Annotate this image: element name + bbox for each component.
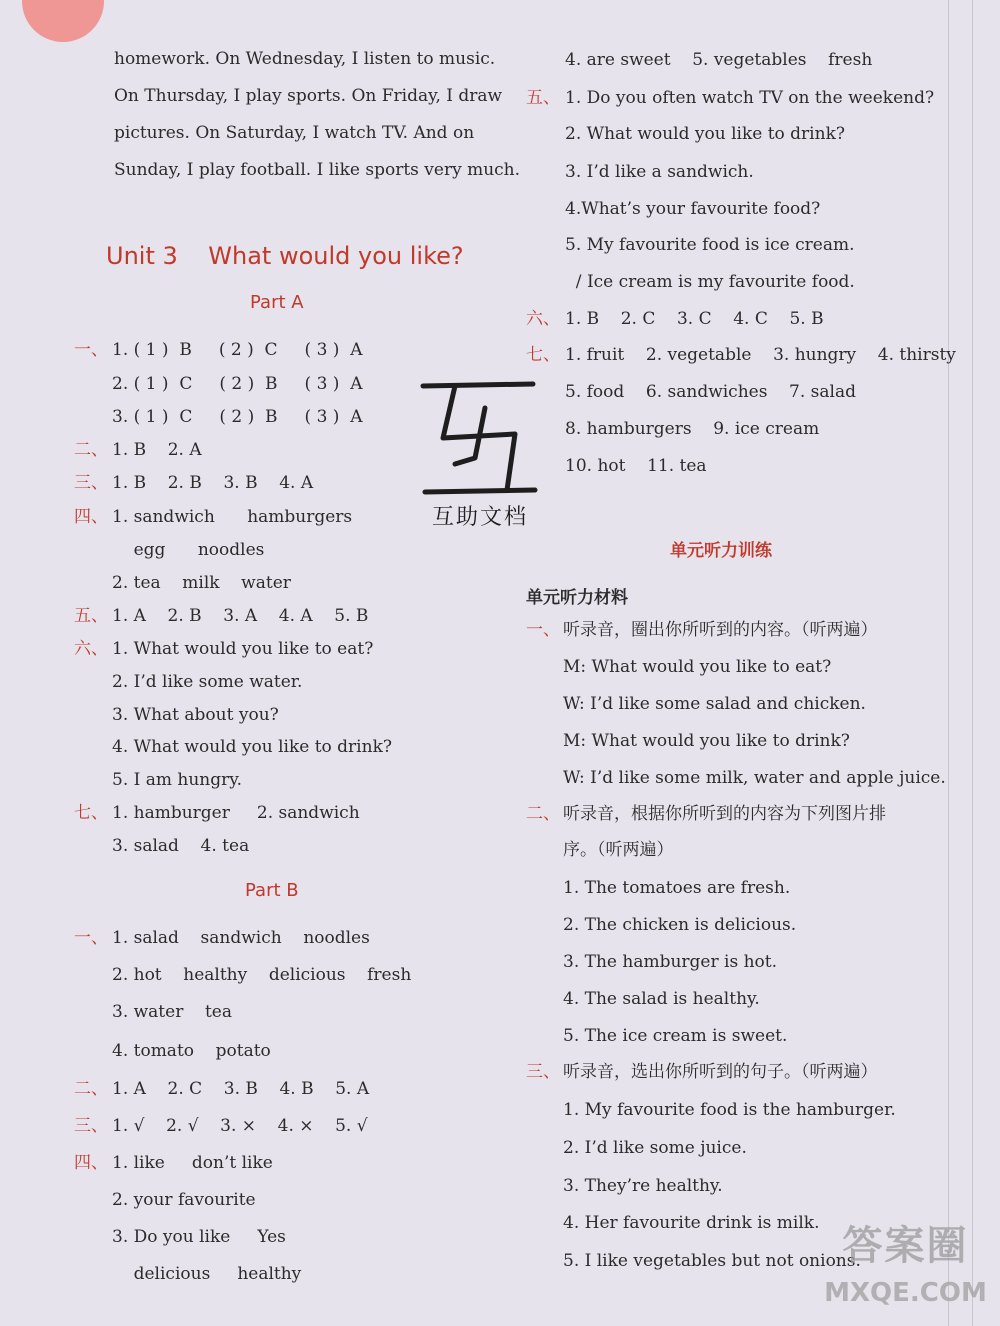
answer-line: 8. hamburgers 9. ice cream bbox=[565, 419, 820, 439]
answer-line: 3. water tea bbox=[112, 1002, 232, 1022]
listening-line: 3. The hamburger is hot. bbox=[563, 952, 777, 972]
listening-line: 5. I like vegetables but not onions. bbox=[563, 1251, 861, 1271]
listening-line: 5. The ice cream is sweet. bbox=[563, 1026, 788, 1046]
answer-line: delicious healthy bbox=[112, 1264, 302, 1284]
listening-line: 1. My favourite food is the hamburger. bbox=[563, 1100, 896, 1120]
listening-section-title: 单元听力训练 bbox=[670, 541, 772, 561]
stamp-label: 互助文档 bbox=[431, 505, 528, 530]
answer-line: 2. I’d like some water. bbox=[112, 672, 303, 692]
answer-line: 1. A 2. B 3. A 4. A 5. B bbox=[112, 606, 369, 626]
logo-stamp bbox=[415, 378, 545, 528]
answer-line: 10. hot 11. tea bbox=[565, 456, 707, 476]
section-number: 一、 bbox=[74, 928, 108, 948]
answer-line: 1. B 2. C 3. C 4. C 5. B bbox=[565, 309, 824, 329]
answer-line: 4. are sweet 5. vegetables fresh bbox=[565, 50, 873, 70]
answer-line: 1. A 2. C 3. B 4. B 5. A bbox=[112, 1079, 370, 1099]
listening-line: 4. Her favourite drink is milk. bbox=[563, 1213, 820, 1233]
answer-line: 1. like don’t like bbox=[112, 1153, 273, 1173]
intro-line: On Thursday, I play sports. On Friday, I draw bbox=[114, 86, 503, 106]
answer-line: 2. your favourite bbox=[112, 1190, 256, 1210]
intro-line: pictures. On Saturday, I watch TV. And on bbox=[114, 123, 475, 143]
listening-line: W: I’d like some salad and chicken. bbox=[563, 694, 866, 714]
section-number: 七、 bbox=[74, 803, 108, 823]
answer-line: 2. What would you like to drink? bbox=[565, 124, 845, 144]
answer-line: 3. I’d like a sandwich. bbox=[565, 162, 754, 182]
section-number: 四、 bbox=[74, 1153, 108, 1173]
answer-line: / Ice cream is my favourite food. bbox=[565, 272, 855, 292]
watermark-cn: 答案圈 bbox=[842, 1223, 969, 1269]
watermark-url: MXQE.COM bbox=[824, 1278, 987, 1308]
unit-title: Unit 3 What would you like? bbox=[106, 242, 464, 270]
listening-line: 3. They’re healthy. bbox=[563, 1176, 723, 1196]
answer-line: 1. salad sandwich noodles bbox=[112, 928, 370, 948]
listening-line: 4. The salad is healthy. bbox=[563, 989, 760, 1009]
answer-line: 4.What’s your favourite food? bbox=[565, 199, 821, 219]
answer-line: 1. √ 2. √ 3. × 4. × 5. √ bbox=[112, 1116, 368, 1136]
listening-subtitle: 单元听力材料 bbox=[526, 588, 628, 608]
listening-line: 听录音，选出你所听到的句子。（听两遍） bbox=[563, 1062, 878, 1082]
answer-line: 1. hamburger 2. sandwich bbox=[112, 803, 360, 823]
answer-line: 2. hot healthy delicious fresh bbox=[112, 965, 412, 985]
answer-line: egg noodles bbox=[112, 540, 265, 560]
listening-line: M: What would you like to eat? bbox=[563, 657, 832, 677]
answer-line: 1. sandwich hamburgers bbox=[112, 507, 353, 527]
section-number: 四、 bbox=[74, 507, 108, 527]
site-watermark bbox=[818, 1214, 993, 1319]
answer-line: 5. I am hungry. bbox=[112, 770, 243, 790]
section-number: 六、 bbox=[526, 309, 560, 329]
answer-line: 1. B 2. B 3. B 4. A bbox=[112, 473, 314, 493]
answer-line: 3. ( 1 ) C ( 2 ) B ( 3 ) A bbox=[112, 407, 363, 427]
intro-line: homework. On Wednesday, I listen to music. bbox=[114, 49, 496, 69]
answer-line: 1. B 2. A bbox=[112, 440, 202, 460]
section-number: 二、 bbox=[526, 804, 560, 824]
answer-line: 5. food 6. sandwiches 7. salad bbox=[565, 382, 856, 402]
stamp-glyph-icon bbox=[415, 378, 545, 498]
section-number: 七、 bbox=[526, 345, 560, 365]
page-edge bbox=[972, 0, 973, 1326]
answer-line: 4. What would you like to drink? bbox=[112, 737, 392, 757]
answer-line: 3. What about you? bbox=[112, 705, 279, 725]
listening-line: 2. I’d like some juice. bbox=[563, 1138, 747, 1158]
part-b-title: Part B bbox=[245, 880, 299, 901]
answer-line: 1. ( 1 ) B ( 2 ) C ( 3 ) A bbox=[112, 340, 363, 360]
section-number: 一、 bbox=[74, 340, 108, 360]
section-number: 二、 bbox=[74, 1079, 108, 1099]
answer-line: 3. Do you like Yes bbox=[112, 1227, 286, 1247]
listening-line: 序。（听两遍） bbox=[563, 840, 674, 860]
listening-line: 听录音，圈出你所听到的内容。（听两遍） bbox=[563, 620, 878, 640]
answer-line: 1. fruit 2. vegetable 3. hungry 4. thirsty bbox=[565, 345, 956, 365]
section-number: 五、 bbox=[74, 606, 108, 626]
section-number: 六、 bbox=[74, 639, 108, 659]
section-number: 三、 bbox=[526, 1062, 560, 1082]
part-a-title: Part A bbox=[250, 292, 304, 313]
page-edge bbox=[948, 0, 949, 1326]
answer-line: 4. tomato potato bbox=[112, 1041, 271, 1061]
listening-line: 2. The chicken is delicious. bbox=[563, 915, 797, 935]
section-number: 二、 bbox=[74, 440, 108, 460]
answer-line: 2. ( 1 ) C ( 2 ) B ( 3 ) A bbox=[112, 374, 363, 394]
listening-line: W: I’d like some milk, water and apple juice. bbox=[563, 768, 946, 788]
listening-line: 听录音，根据你所听到的内容为下列图片排 bbox=[563, 804, 886, 824]
section-number: 三、 bbox=[74, 1116, 108, 1136]
section-number: 三、 bbox=[74, 473, 108, 493]
listening-line: M: What would you like to drink? bbox=[563, 731, 850, 751]
answer-line: 1. Do you often watch TV on the weekend? bbox=[565, 88, 935, 108]
answer-line: 5. My favourite food is ice cream. bbox=[565, 235, 855, 255]
answer-line: 1. What would you like to eat? bbox=[112, 639, 374, 659]
section-number: 五、 bbox=[526, 88, 560, 108]
section-number: 一、 bbox=[526, 620, 560, 640]
corner-decoration bbox=[22, 0, 104, 42]
answer-line: 2. tea milk water bbox=[112, 573, 291, 593]
listening-line: 1. The tomatoes are fresh. bbox=[563, 878, 791, 898]
intro-line: Sunday, I play football. I like sports very much. bbox=[114, 160, 521, 180]
answer-line: 3. salad 4. tea bbox=[112, 836, 250, 856]
